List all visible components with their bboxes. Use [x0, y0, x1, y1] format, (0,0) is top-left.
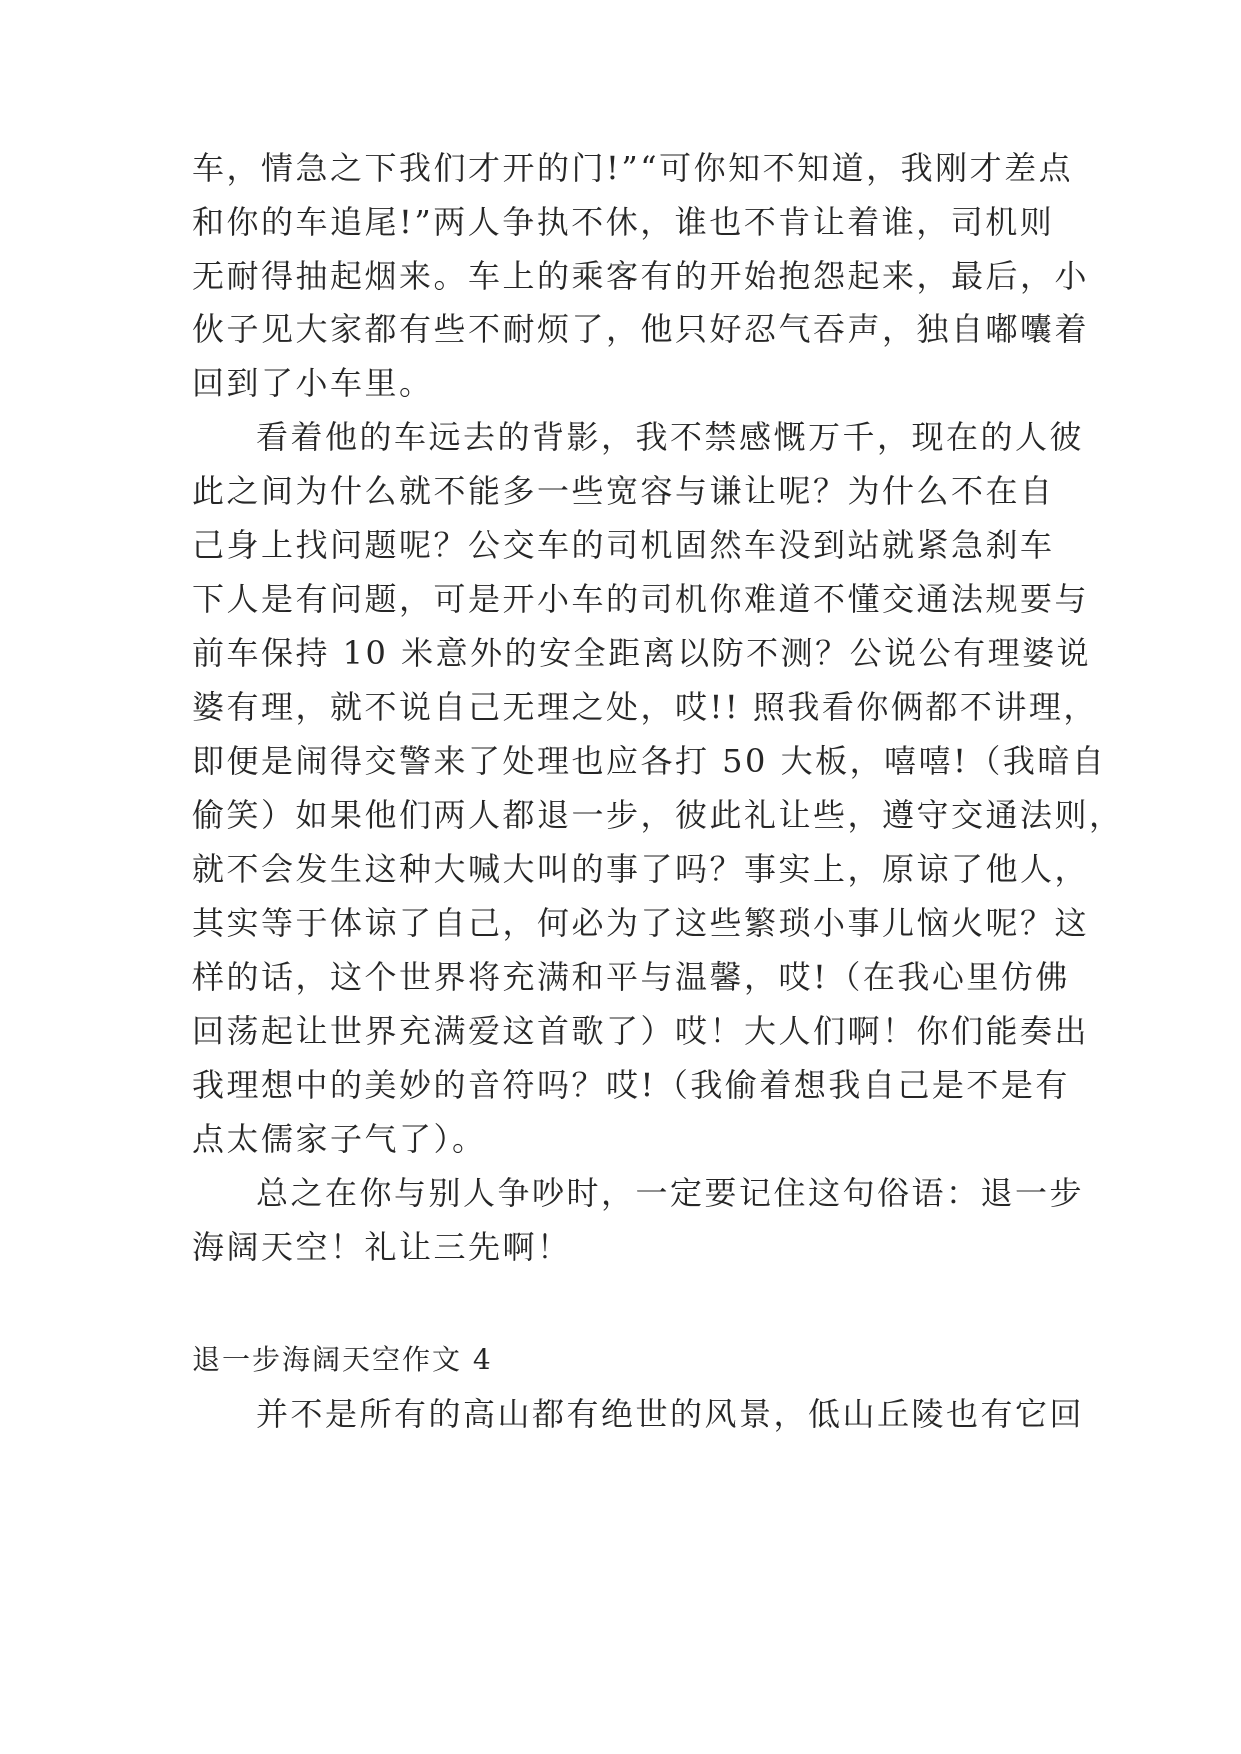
- text-line: 回到了小车里。: [192, 364, 434, 402]
- text-line: 伙子见大家都有些不耐烦了，他只好忍气吞声，独自嘟囔着: [192, 310, 1090, 348]
- text-line: 我理想中的美妙的音符吗？哎!（我偷着想我自己是不是有: [192, 1066, 1070, 1104]
- text-line: 其实等于体谅了自己，何必为了这些繁琐小事儿恼火呢？这: [192, 904, 1090, 942]
- text-line: 婆有理，就不说自己无理之处，哎!! 照我看你俩都不讲理，: [192, 688, 1098, 726]
- text-line: 即便是闹得交警来了处理也应各打 50 大板，嘻嘻!（我暗自: [192, 742, 1107, 780]
- text-line: 车，情急之下我们才开的门!”“可你知不知道，我刚才差点: [192, 149, 1074, 187]
- text-line: 此之间为什么就不能多一些宽容与谦让呢？为什么不在自: [192, 472, 1055, 510]
- text-line: 己身上找问题呢？公交车的司机固然车没到站就紧急刹车: [192, 526, 1055, 564]
- text-line: 看着他的车远去的背影，我不禁感慨万千，现在的人彼: [256, 418, 1085, 456]
- text-line: 总之在你与别人争吵时，一定要记住这句俗语：退一步: [256, 1174, 1085, 1212]
- text-line: 偷笑）如果他们两人都退一步，彼此礼让些，遵守交通法则，: [192, 796, 1124, 834]
- text-line: 海阔天空！礼让三先啊！: [192, 1228, 572, 1266]
- text-line: 无耐得抽起烟来。车上的乘客有的开始抱怨起来，最后，小: [192, 257, 1090, 295]
- text-line: 并不是所有的高山都有绝世的风景，低山丘陵也有它回: [256, 1395, 1085, 1433]
- text-line: 点太儒家子气了）。: [192, 1120, 487, 1158]
- text-line: 和你的车追尾!”两人争执不休，谁也不肯让着谁，司机则: [192, 203, 1055, 241]
- text-line: 前车保持 10 米意外的安全距离以防不测？公说公有理婆说: [192, 634, 1092, 672]
- text-line: 下人是有问题，可是开小车的司机你难道不懂交通法规要与: [192, 580, 1090, 618]
- section-heading: 退一步海阔天空作文 4: [192, 1343, 493, 1376]
- text-line: 就不会发生这种大喊大叫的事了吗？事实上，原谅了他人，: [192, 850, 1090, 888]
- text-line: 样的话，这个世界将充满和平与温馨，哎!（在我心里仿佛: [192, 958, 1070, 996]
- text-line: 回荡起让世界充满爱这首歌了）哎！大人们啊！你们能奏出: [192, 1012, 1090, 1050]
